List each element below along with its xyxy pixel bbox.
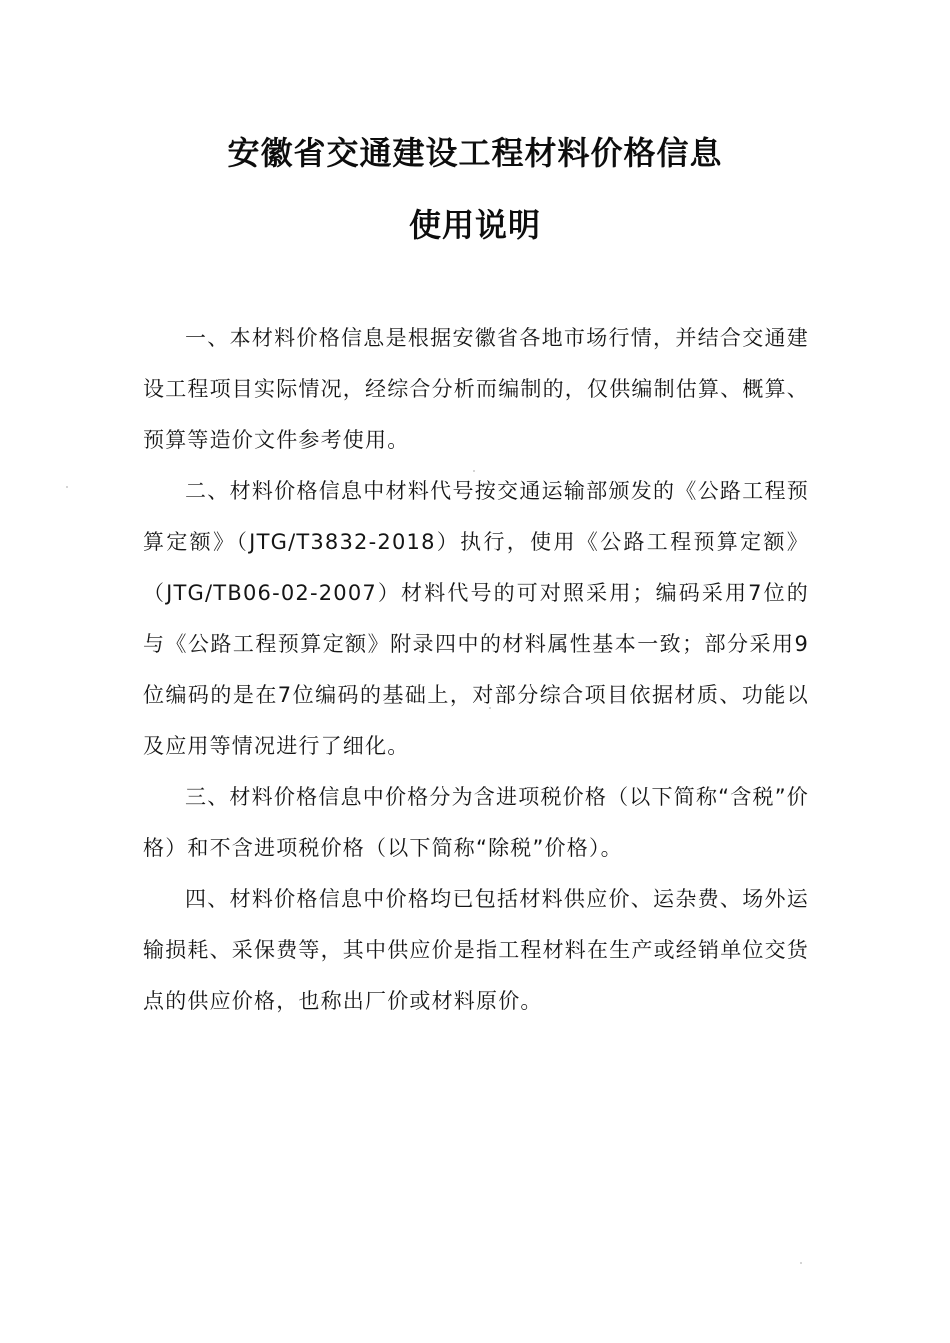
paragraph-2: 二、材料价格信息中材料代号按交通运输部颁发的《公路工程预算定额》（JTG/T3832-2018）执行，使用《公路工程预算定额》（JTG/TB06-02-2007）材料代号的可对照采用；编码采用7位的与《公路工程预算定额》附录四中的材料属性基本一致；部分采用9位编码的是在7位编码的基础上，对部分综合项目依据材质、功能以及应用等情况进行了细化。: [143, 479, 809, 758]
paragraph-4: 四、材料价格信息中价格均已包括材料供应价、运杂费、场外运输损耗、采保费等，其中供应价是指工程材料在生产或经销单位交货点的供应价格，也称出厂价或材料原价。: [143, 887, 809, 1013]
scan-speck: [800, 1262, 802, 1264]
scan-speck: [473, 470, 475, 472]
paragraph-3: 三、材料价格信息中价格分为含进项税价格（以下简称“含税”价格）和不含进项税价格（以下简称“除税”价格）。: [143, 785, 809, 860]
document-body: [143, 313, 809, 1027]
scan-speck: [66, 486, 68, 488]
document-subtitle: 使用说明: [408, 206, 541, 244]
paragraph-1: 一、本材料价格信息是根据安徽省各地市场行情，并结合交通建设工程项目实际情况，经综合分析而编制的，仅供编制估算、概算、预算等造价文件参考使用。: [143, 326, 809, 452]
document-title: 安徽省交通建设工程材料价格信息: [227, 134, 723, 172]
scan-speck: [489, 707, 491, 709]
